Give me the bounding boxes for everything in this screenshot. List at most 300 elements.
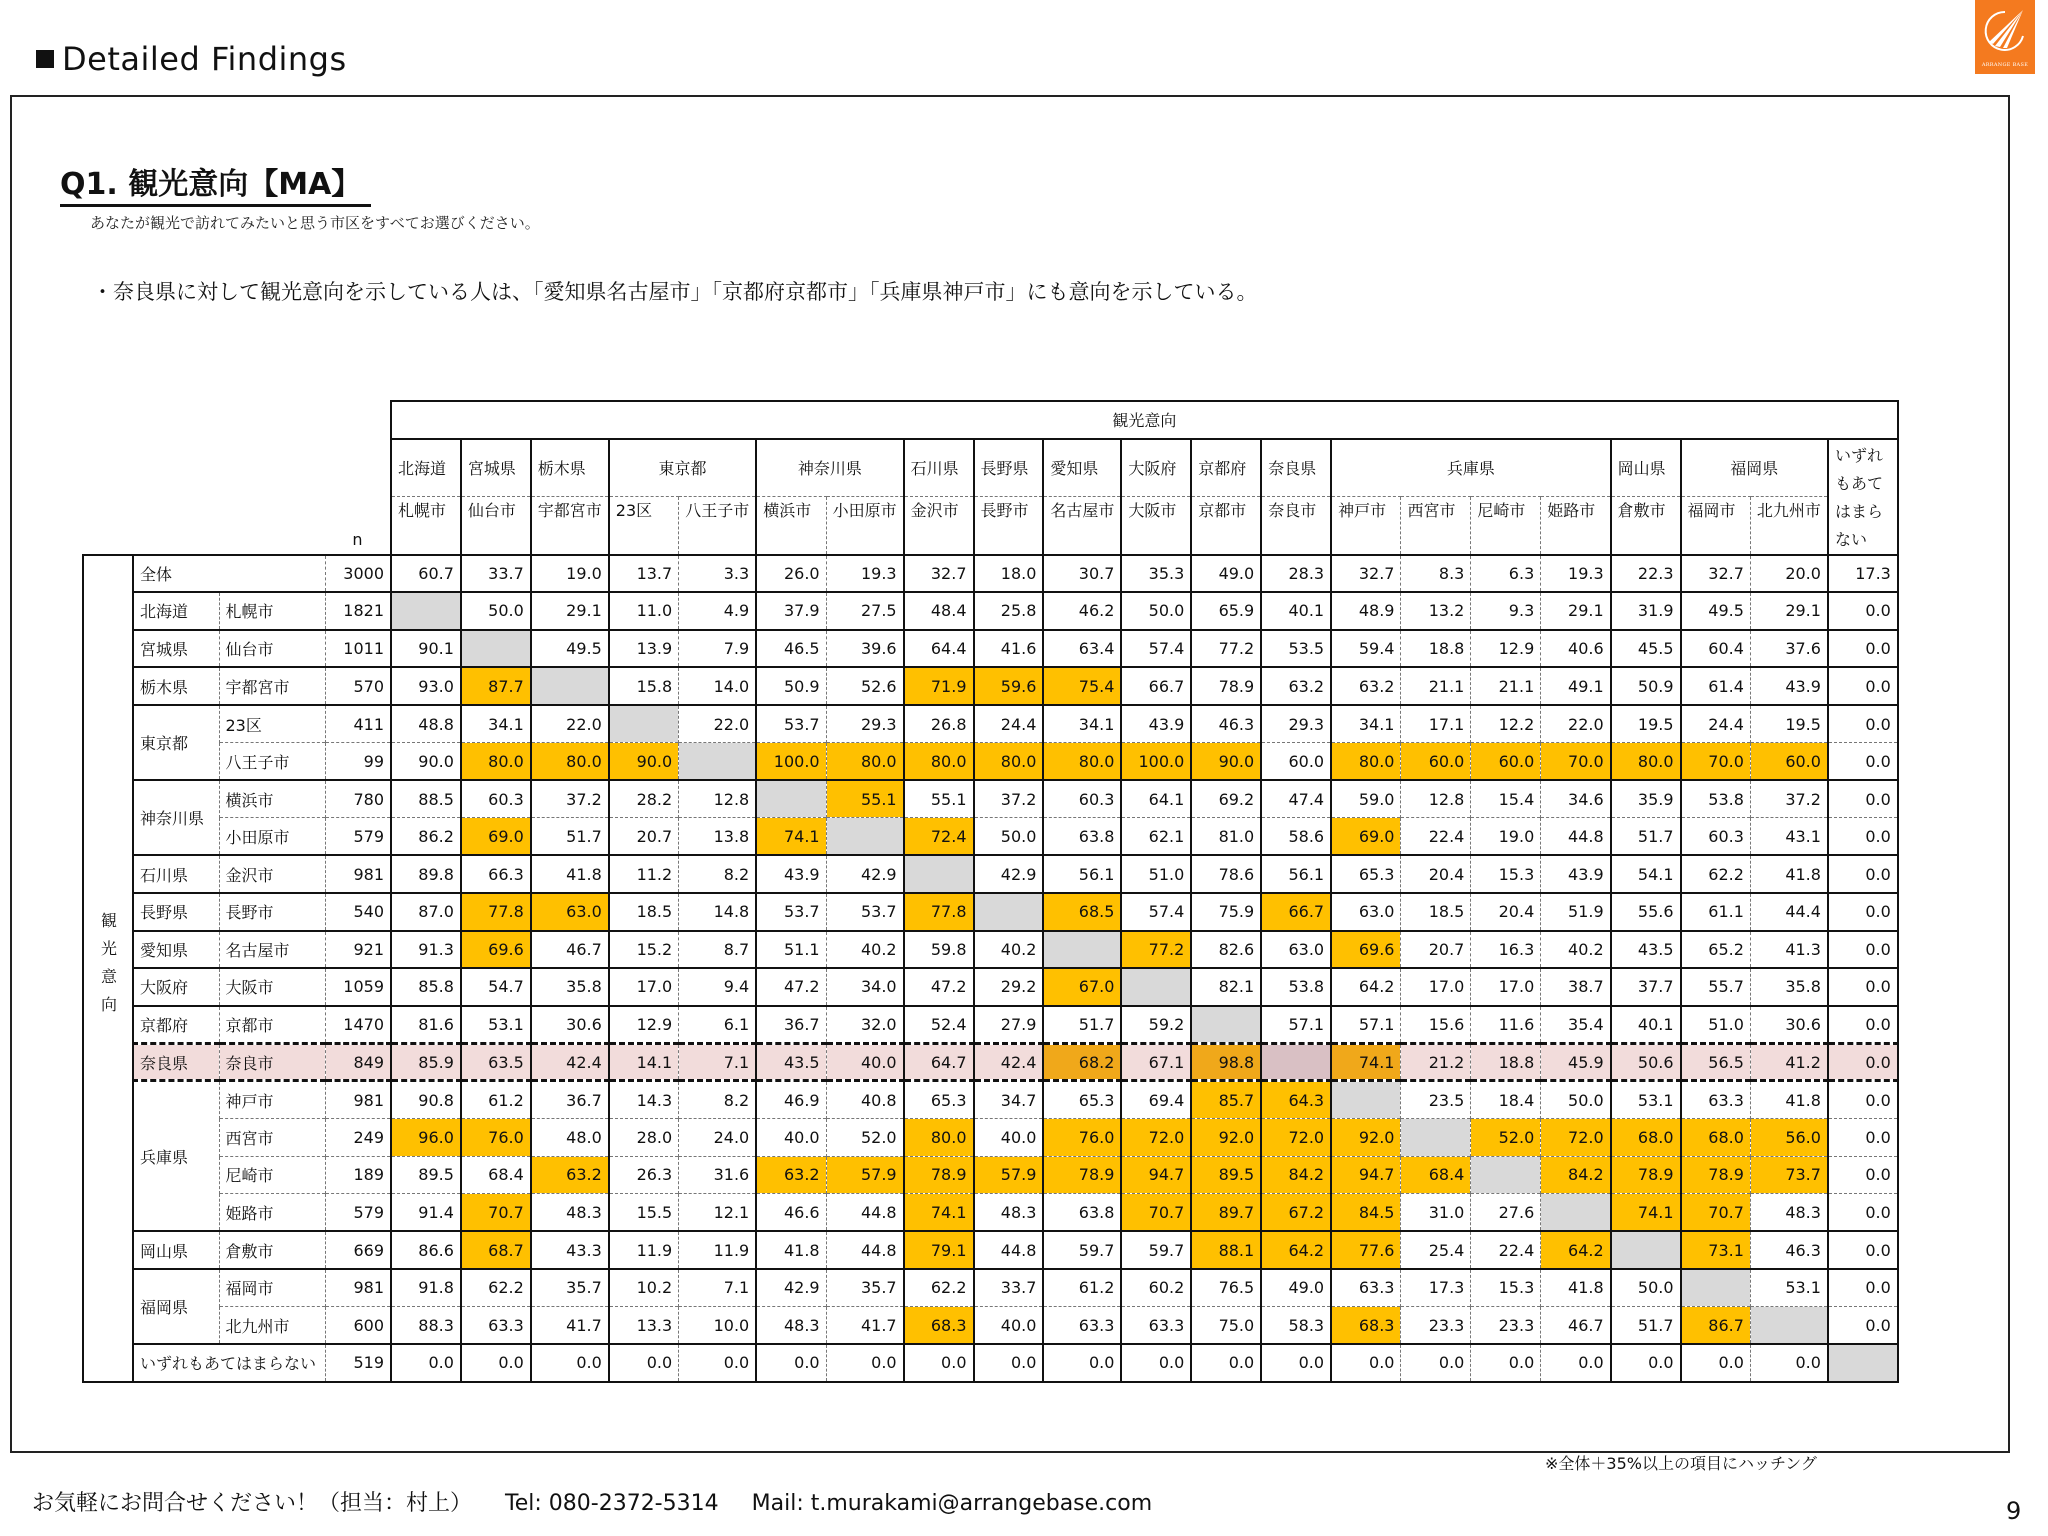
hatched-cell: 74.1 (1331, 1043, 1401, 1081)
row-city: 名古屋市 (219, 931, 325, 969)
value-cell: 44.8 (974, 1231, 1044, 1269)
hatched-cell: 68.0 (1681, 1119, 1751, 1157)
table-row (83, 855, 1898, 893)
value-cell: 66.3 (461, 855, 531, 893)
city-header: 京都市 (1191, 497, 1261, 555)
value-cell: 25.4 (1401, 1231, 1471, 1269)
value-cell: 0.0 (1828, 1043, 1898, 1081)
value-cell: 52.4 (904, 1006, 974, 1044)
value-cell: 14.8 (679, 893, 757, 931)
value-cell: 57.4 (1121, 630, 1191, 668)
value-cell: 63.5 (461, 1043, 531, 1081)
hatched-cell: 69.0 (1331, 818, 1401, 856)
row-n: 411 (325, 705, 391, 743)
value-cell: 48.8 (391, 705, 461, 743)
value-cell: 40.0 (756, 1119, 826, 1157)
row-n: 540 (325, 893, 391, 931)
value-cell: 46.5 (756, 630, 826, 668)
row-n: 849 (325, 1043, 391, 1081)
value-cell: 40.2 (826, 931, 904, 969)
value-cell: 20.0 (1750, 555, 1828, 593)
row-n: 669 (325, 1231, 391, 1269)
value-cell: 46.2 (1043, 592, 1121, 630)
value-cell: 85.8 (391, 968, 461, 1006)
value-cell: 35.4 (1541, 1006, 1611, 1044)
value-cell: 39.6 (826, 630, 904, 668)
row-city: 姫路市 (219, 1194, 325, 1232)
value-cell: 52.6 (826, 667, 904, 705)
value-cell: 16.3 (1471, 931, 1541, 969)
hatched-cell: 74.1 (1611, 1194, 1681, 1232)
value-cell: 76.5 (1191, 1269, 1261, 1307)
row-city: 金沢市 (219, 855, 325, 893)
value-cell: 29.2 (974, 968, 1044, 1006)
value-cell: 48.3 (974, 1194, 1044, 1232)
value-cell: 18.5 (609, 893, 679, 931)
table-row (83, 592, 1898, 630)
value-cell: 0.0 (1828, 1006, 1898, 1044)
value-cell: 22.0 (531, 705, 609, 743)
value-cell: 30.6 (531, 1006, 609, 1044)
value-cell: 37.6 (1750, 630, 1828, 668)
hatched-cell: 63.0 (531, 893, 609, 931)
row-prefecture: 北海道 (133, 592, 219, 630)
value-cell: 40.1 (1611, 1006, 1681, 1044)
hatched-cell: 60.0 (1471, 743, 1541, 781)
value-cell: 46.7 (1541, 1306, 1611, 1344)
value-cell: 0.0 (1828, 667, 1898, 705)
hatched-cell: 57.9 (826, 1156, 904, 1194)
hatched-cell: 52.0 (1471, 1119, 1541, 1157)
value-cell: 58.3 (1261, 1306, 1331, 1344)
value-cell: 51.0 (1121, 855, 1191, 893)
value-cell: 15.6 (1401, 1006, 1471, 1044)
city-header: 小田原市 (826, 497, 904, 555)
value-cell: 62.2 (1681, 855, 1751, 893)
value-cell: 62.2 (904, 1269, 974, 1307)
row-axis-label: 観光意向 (83, 555, 133, 1382)
value-cell: 35.8 (1750, 968, 1828, 1006)
table-row (83, 780, 1898, 818)
value-cell: 20.4 (1471, 893, 1541, 931)
city-header: 姫路市 (1541, 497, 1611, 555)
hatched-cell: 70.0 (1541, 743, 1611, 781)
prefecture-header: 兵庫県 (1331, 439, 1611, 497)
diagonal-cell (756, 780, 826, 818)
hatched-cell: 80.0 (461, 743, 531, 781)
row-city: 大阪市 (219, 968, 325, 1006)
row-n: 570 (325, 667, 391, 705)
value-cell: 60.3 (461, 780, 531, 818)
value-cell: 44.4 (1750, 893, 1828, 931)
value-cell: 63.8 (1043, 1194, 1121, 1232)
value-cell: 49.0 (1261, 1269, 1331, 1307)
value-cell: 13.9 (609, 630, 679, 668)
value-cell: 43.9 (1541, 855, 1611, 893)
hatched-cell: 90.0 (1191, 743, 1261, 781)
hatched-cell: 86.7 (1681, 1306, 1751, 1344)
row-prefecture: 兵庫県 (133, 1081, 219, 1231)
value-cell: 59.8 (904, 931, 974, 969)
value-cell: 18.8 (1471, 1043, 1541, 1081)
value-cell: 49.1 (1541, 667, 1611, 705)
value-cell: 18.4 (1471, 1081, 1541, 1119)
value-cell: 0.0 (1401, 1344, 1471, 1382)
row-n: 579 (325, 1194, 391, 1232)
diagonal-cell (1750, 1306, 1828, 1344)
value-cell: 53.1 (1611, 1081, 1681, 1119)
table-row (83, 1306, 1898, 1344)
value-cell: 18.8 (1401, 630, 1471, 668)
prefecture-header: 北海道 (391, 439, 461, 497)
value-cell: 43.9 (756, 855, 826, 893)
value-cell: 78.6 (1191, 855, 1261, 893)
value-cell: 41.8 (1750, 1081, 1828, 1119)
value-cell: 0.0 (1043, 1344, 1121, 1382)
value-cell: 61.4 (1681, 667, 1751, 705)
value-cell: 43.1 (1750, 818, 1828, 856)
value-cell: 63.0 (1261, 931, 1331, 969)
value-cell: 35.8 (531, 968, 609, 1006)
prefecture-header: 栃木県 (531, 439, 609, 497)
contact-mail: Mail: t.murakami@arrangebase.com (751, 1491, 1153, 1516)
hatched-cell: 69.6 (1331, 931, 1401, 969)
value-cell: 0.0 (1828, 818, 1898, 856)
hatched-cell: 72.0 (1121, 1119, 1191, 1157)
value-cell: 64.4 (904, 630, 974, 668)
hatched-cell: 72.4 (904, 818, 974, 856)
value-cell: 19.3 (826, 555, 904, 593)
value-cell: 40.0 (826, 1043, 904, 1081)
value-cell: 63.8 (1043, 818, 1121, 856)
value-cell: 0.0 (609, 1344, 679, 1382)
row-city: 北九州市 (219, 1306, 325, 1344)
hatched-cell: 55.1 (826, 780, 904, 818)
table-row (83, 1194, 1898, 1232)
row-city: 尼崎市 (219, 1156, 325, 1194)
row-prefecture: 愛知県 (133, 931, 219, 969)
table-row (83, 1081, 1898, 1119)
value-cell: 41.8 (531, 855, 609, 893)
prefecture-header: 石川県 (904, 439, 974, 497)
value-cell: 17.0 (1471, 968, 1541, 1006)
value-cell: 19.5 (1611, 705, 1681, 743)
value-cell: 48.4 (904, 592, 974, 630)
value-cell: 46.3 (1750, 1231, 1828, 1269)
value-cell: 42.9 (756, 1269, 826, 1307)
value-cell: 34.1 (1043, 705, 1121, 743)
n-header: n (352, 529, 363, 549)
hatched-cell: 78.9 (904, 1156, 974, 1194)
finding-text: ・奈良県に対して観光意向を示している人は、「愛知県名古屋市」「京都府京都市」「兵庫県神戸市」にも意向を示している。 (92, 280, 1258, 304)
city-header: 長野市 (974, 497, 1044, 555)
value-cell: 27.9 (974, 1006, 1044, 1044)
value-cell: 11.9 (679, 1231, 757, 1269)
city-header: 福岡市 (1681, 497, 1751, 555)
hatched-cell: 77.6 (1331, 1231, 1401, 1269)
hatched-cell: 84.2 (1541, 1156, 1611, 1194)
value-cell: 13.2 (1401, 592, 1471, 630)
value-cell: 41.2 (1750, 1043, 1828, 1081)
value-cell: 0.0 (1750, 1344, 1828, 1382)
value-cell: 0.0 (1828, 1119, 1898, 1157)
value-cell: 19.3 (1541, 555, 1611, 593)
value-cell: 51.7 (531, 818, 609, 856)
diagonal-cell (679, 743, 757, 781)
square-bullet-icon (36, 50, 54, 68)
value-cell: 51.7 (1043, 1006, 1121, 1044)
hatched-cell: 69.6 (461, 931, 531, 969)
row-prefecture: 栃木県 (133, 667, 219, 705)
value-cell: 65.3 (904, 1081, 974, 1119)
hatched-cell: 78.9 (1681, 1156, 1751, 1194)
value-cell: 0.0 (1828, 1269, 1898, 1307)
table-row (83, 743, 1898, 781)
row-prefecture: 石川県 (133, 855, 219, 893)
value-cell: 90.1 (391, 630, 461, 668)
value-cell: 58.6 (1261, 818, 1331, 856)
row-city: 仙台市 (219, 630, 325, 668)
value-cell: 65.3 (1043, 1081, 1121, 1119)
value-cell: 91.8 (391, 1269, 461, 1307)
value-cell: 51.9 (1541, 893, 1611, 931)
value-cell: 0.0 (1331, 1344, 1401, 1382)
hatched-cell: 68.7 (461, 1231, 531, 1269)
value-cell: 33.7 (974, 1269, 1044, 1307)
value-cell: 46.7 (531, 931, 609, 969)
value-cell: 38.7 (1541, 968, 1611, 1006)
value-cell: 20.7 (1401, 931, 1471, 969)
value-cell: 53.1 (461, 1006, 531, 1044)
diagonal-cell (1331, 1081, 1401, 1119)
value-cell: 75.9 (1191, 893, 1261, 931)
value-cell: 37.2 (974, 780, 1044, 818)
value-cell: 11.6 (1471, 1006, 1541, 1044)
value-cell: 30.6 (1750, 1006, 1828, 1044)
diagonal-cell (1471, 1156, 1541, 1194)
value-cell: 31.0 (1401, 1194, 1471, 1232)
value-cell: 44.8 (826, 1194, 904, 1232)
value-cell: 43.9 (1750, 667, 1828, 705)
value-cell: 0.0 (974, 1344, 1044, 1382)
value-cell: 50.0 (1611, 1269, 1681, 1307)
value-cell: 7.9 (679, 630, 757, 668)
prefecture-header: 長野県 (974, 439, 1044, 497)
table-row (83, 630, 1898, 668)
value-cell: 64.2 (1331, 968, 1401, 1006)
diagonal-cell (1121, 968, 1191, 1006)
hatched-cell: 88.1 (1191, 1231, 1261, 1269)
value-cell: 7.1 (679, 1269, 757, 1307)
value-cell: 90.8 (391, 1081, 461, 1119)
value-cell: 0.0 (1828, 743, 1898, 781)
question-subtitle: あなたが観光で訪れてみたいと思う市区をすべてお選びください。 (90, 214, 540, 232)
city-header: 23区 (609, 497, 679, 555)
value-cell: 65.9 (1191, 592, 1261, 630)
value-cell: 23.3 (1401, 1306, 1471, 1344)
prefecture-header: 神奈川県 (756, 439, 903, 497)
row-city: 八王子市 (219, 743, 325, 781)
value-cell: 0.0 (679, 1344, 757, 1382)
value-cell: 40.0 (974, 1119, 1044, 1157)
value-cell: 0.0 (391, 1344, 461, 1382)
value-cell: 22.0 (679, 705, 757, 743)
value-cell: 15.5 (609, 1194, 679, 1232)
value-cell: 50.0 (461, 592, 531, 630)
value-cell: 11.0 (609, 592, 679, 630)
hatched-cell: 80.0 (826, 743, 904, 781)
value-cell: 15.3 (1471, 855, 1541, 893)
value-cell: 0.0 (1681, 1344, 1751, 1382)
value-cell: 15.8 (609, 667, 679, 705)
table-row (83, 1231, 1898, 1269)
value-cell: 33.7 (461, 555, 531, 593)
diagonal-cell (1043, 931, 1121, 969)
hatched-cell: 60.0 (1750, 743, 1828, 781)
value-cell: 28.2 (609, 780, 679, 818)
hatched-cell: 78.9 (1043, 1156, 1121, 1194)
value-cell: 18.5 (1401, 893, 1471, 931)
hatched-cell: 80.0 (1611, 743, 1681, 781)
value-cell: 63.0 (1331, 893, 1401, 931)
value-cell: 81.6 (391, 1006, 461, 1044)
table-row (83, 893, 1898, 931)
value-cell: 14.0 (679, 667, 757, 705)
table-row-nara-highlighted (83, 1043, 1898, 1081)
contact-message: お気軽にお問合せください！（担当：村上） (32, 1491, 473, 1516)
value-cell: 59.7 (1043, 1231, 1121, 1269)
row-n: 99 (325, 743, 391, 781)
city-header: 大阪市 (1121, 497, 1191, 555)
arrange-base-logo: ARRANGE BASE (1975, 0, 2035, 74)
value-cell: 82.1 (1191, 968, 1261, 1006)
value-cell: 0.0 (531, 1344, 609, 1382)
row-prefecture: 福岡県 (133, 1269, 219, 1344)
value-cell: 41.6 (974, 630, 1044, 668)
value-cell: 41.7 (531, 1306, 609, 1344)
value-cell: 17.1 (1401, 705, 1471, 743)
prefecture-header: 福岡県 (1681, 439, 1828, 497)
value-cell: 34.0 (826, 968, 904, 1006)
value-cell: 12.1 (679, 1194, 757, 1232)
value-cell: 4.9 (679, 592, 757, 630)
value-cell: 48.0 (531, 1119, 609, 1157)
value-cell: 55.1 (904, 780, 974, 818)
value-cell: 35.7 (826, 1269, 904, 1307)
value-cell: 32.7 (904, 555, 974, 593)
table-row (83, 555, 1898, 593)
value-cell: 43.5 (756, 1043, 826, 1081)
value-cell: 59.4 (1331, 630, 1401, 668)
value-cell: 53.7 (756, 705, 826, 743)
hatched-cell: 73.7 (1750, 1156, 1828, 1194)
value-cell: 61.2 (461, 1081, 531, 1119)
value-cell: 46.6 (756, 1194, 826, 1232)
value-cell: 41.8 (756, 1231, 826, 1269)
value-cell: 51.1 (756, 931, 826, 969)
hatched-cell: 68.4 (1401, 1156, 1471, 1194)
row-n: 519 (325, 1344, 391, 1382)
value-cell: 40.2 (974, 931, 1044, 969)
row-city: 西宮市 (219, 1119, 325, 1157)
value-cell: 13.8 (679, 818, 757, 856)
diagonal-cell (1261, 1043, 1331, 1081)
row-n: 600 (325, 1306, 391, 1344)
value-cell: 12.9 (609, 1006, 679, 1044)
hatched-cell: 68.0 (1611, 1119, 1681, 1157)
value-cell: 13.3 (609, 1306, 679, 1344)
value-cell: 0.0 (1121, 1344, 1191, 1382)
value-cell: 11.9 (609, 1231, 679, 1269)
value-cell: 56.1 (1043, 855, 1121, 893)
city-header: 八王子市 (679, 497, 757, 555)
value-cell: 40.1 (1261, 592, 1331, 630)
value-cell: 6.1 (679, 1006, 757, 1044)
value-cell: 0.0 (1828, 1306, 1898, 1344)
value-cell: 55.7 (1681, 968, 1751, 1006)
row-prefecture: 神奈川県 (133, 780, 219, 855)
row-city: 京都市 (219, 1006, 325, 1044)
hatched-cell: 92.0 (1191, 1119, 1261, 1157)
value-cell: 31.6 (679, 1156, 757, 1194)
value-cell: 68.4 (461, 1156, 531, 1194)
value-cell: 32.0 (826, 1006, 904, 1044)
value-cell: 64.1 (1121, 780, 1191, 818)
row-n: 579 (325, 818, 391, 856)
value-cell: 36.7 (756, 1006, 826, 1044)
table-row (83, 1344, 1898, 1382)
value-cell: 75.0 (1191, 1306, 1261, 1344)
value-cell: 85.9 (391, 1043, 461, 1081)
hatched-cell: 100.0 (756, 743, 826, 781)
hatched-cell: 85.7 (1191, 1081, 1261, 1119)
value-cell: 17.3 (1401, 1269, 1471, 1307)
value-cell: 53.7 (756, 893, 826, 931)
hatching-footnote: ※全体＋35%以上の項目にハッチング (1545, 1454, 1817, 1473)
value-cell: 13.7 (609, 555, 679, 593)
value-cell: 17.0 (609, 968, 679, 1006)
diagonal-cell (391, 592, 461, 630)
value-cell: 14.3 (609, 1081, 679, 1119)
row-n: 1011 (325, 630, 391, 668)
value-cell: 64.7 (904, 1043, 974, 1081)
value-cell: 12.2 (1471, 705, 1541, 743)
value-cell: 28.0 (609, 1119, 679, 1157)
hatched-cell: 77.8 (904, 893, 974, 931)
value-cell: 54.7 (461, 968, 531, 1006)
value-cell: 89.8 (391, 855, 461, 893)
hatched-cell: 56.0 (1750, 1119, 1828, 1157)
prefecture-header: 岡山県 (1611, 439, 1681, 497)
hatched-cell: 74.1 (904, 1194, 974, 1232)
value-cell: 17.3 (1828, 555, 1898, 593)
value-cell: 28.3 (1261, 555, 1331, 593)
hatched-cell: 70.0 (1681, 743, 1751, 781)
hatched-cell: 90.0 (609, 743, 679, 781)
value-cell: 62.1 (1121, 818, 1191, 856)
value-cell: 89.5 (391, 1156, 461, 1194)
diagonal-cell (826, 818, 904, 856)
hatched-cell: 76.0 (1043, 1119, 1121, 1157)
value-cell: 40.2 (1541, 931, 1611, 969)
value-cell: 22.0 (1541, 705, 1611, 743)
value-cell: 10.2 (609, 1269, 679, 1307)
value-cell: 0.0 (1541, 1344, 1611, 1382)
value-cell: 12.8 (1401, 780, 1471, 818)
hatched-cell: 71.9 (904, 667, 974, 705)
value-cell: 60.2 (1121, 1269, 1191, 1307)
value-cell: 69.4 (1121, 1081, 1191, 1119)
